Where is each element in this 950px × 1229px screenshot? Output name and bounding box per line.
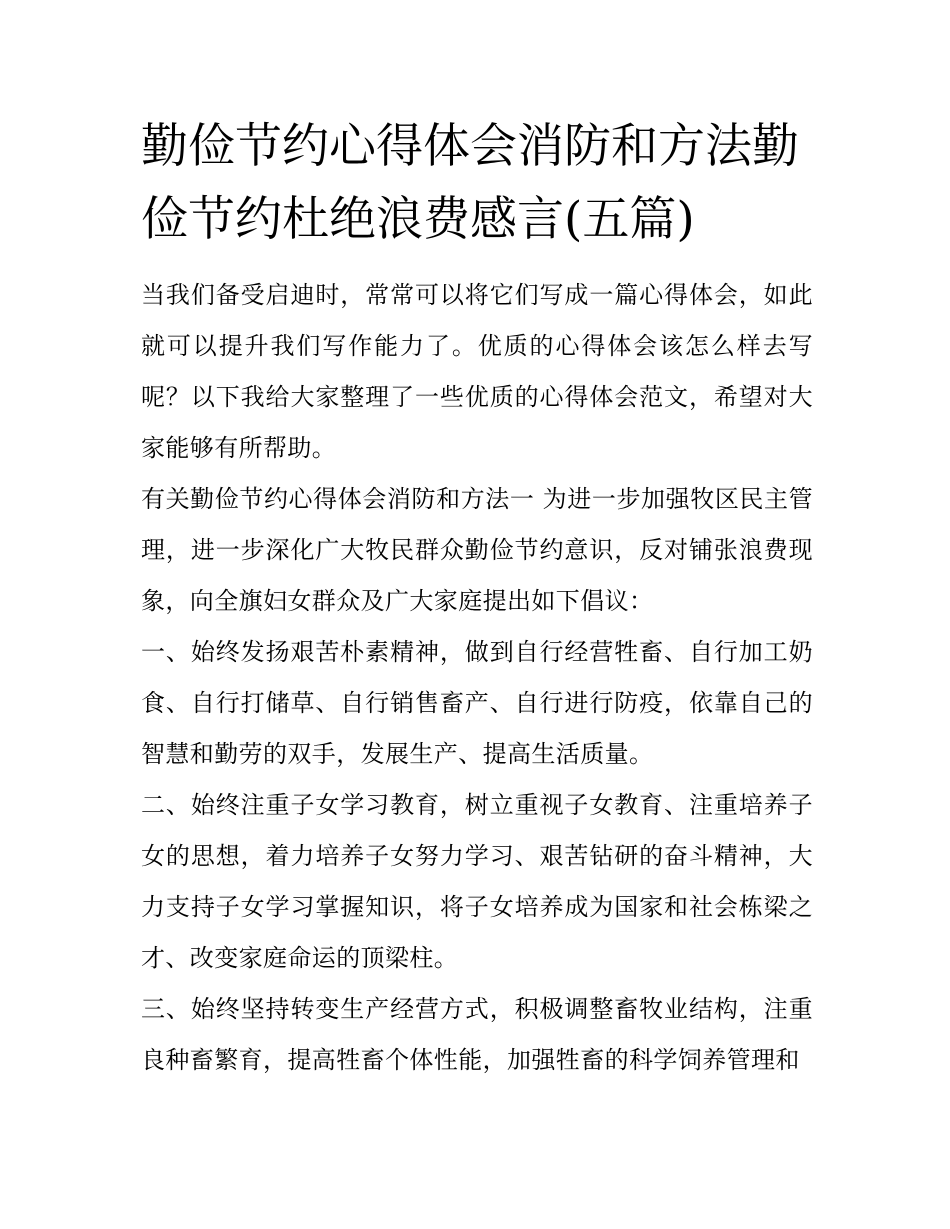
document-page (141, 110, 813, 1086)
paragraph-item-2: 二、始终注重子女学习教育，树立重视子女教育、注重培养子女的思想，着力培养子女努力学习、艰苦钻研的奋斗精神，大力支持子女学习掌握知识，将子女培养成为国家和社会栋梁之才、改变家庭命运的顶梁柱。 (141, 791, 813, 972)
document-title: 勤俭节约心得体会消防和方法勤俭节约杜绝浪费感言(五篇) (141, 119, 799, 247)
paragraph-initiative: 有关勤俭节约心得体会消防和方法一 为进一步加强牧区民主管理，进一步深化广大牧民群众勤俭节约意识，反对铺张浪费现象，向全旗妇女群众及广大家庭提出如下倡议： (141, 485, 813, 615)
paragraph-intro: 当我们备受启迪时，常常可以将它们写成一篇心得体会，如此就可以提升我们写作能力了。优质的心得体会该怎么样去写呢？以下我给大家整理了一些优质的心得体会范文，希望对大家能够有所帮助。 (141, 281, 813, 462)
paragraph-item-1: 一、始终发扬艰苦朴素精神，做到自行经营牲畜、自行加工奶食、自行打储草、自行销售畜产、自行进行防疫，依靠自己的智慧和勤劳的双手，发展生产、提高生活质量。 (141, 638, 813, 768)
paragraph-item-3: 三、始终坚持转变生产经营方式，积极调整畜牧业结构，注重良种畜繁育，提高牲畜个体性能，加强牲畜的科学饲养管理和 (141, 995, 813, 1074)
